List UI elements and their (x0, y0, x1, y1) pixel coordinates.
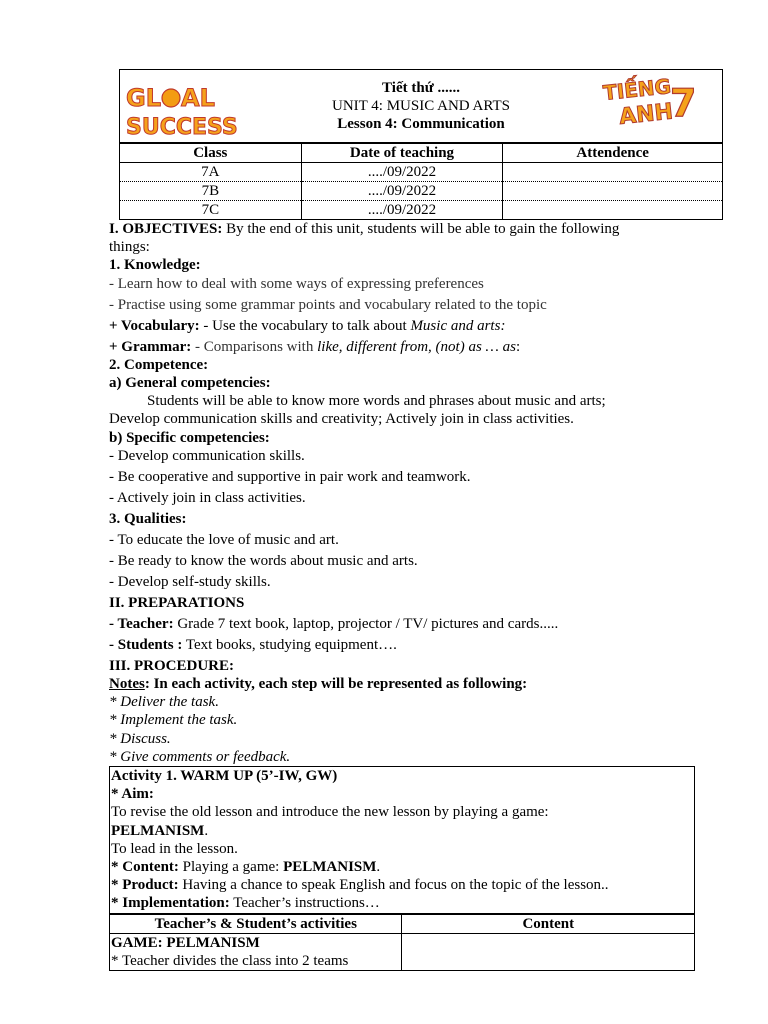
content-game-name: PELMANISM (283, 859, 377, 876)
col-date: Date of teaching (301, 144, 503, 163)
date-cell: ..../09/2022 (301, 201, 503, 220)
objectives-intro-cont: things: (109, 239, 150, 256)
notes-text: : In each activity, each step will be represented as following: (144, 676, 528, 693)
game-step: * Teacher divides the class into 2 teams (111, 952, 349, 969)
preparations-heading: II. PREPARATIONS (109, 594, 245, 611)
activity-1-box (109, 766, 695, 914)
header-cell (120, 70, 723, 143)
vocabulary-label: + Vocabulary: (109, 317, 200, 334)
aim-label: * Aim: (111, 786, 154, 803)
content-cell (401, 933, 694, 970)
specific-competency-item: - Develop communication skills. (109, 447, 305, 464)
quality-item: - Be ready to know the words about music and arts. (109, 552, 418, 569)
specific-competencies-heading: b) Specific competencies: (109, 429, 270, 446)
class-cell: 7B (120, 182, 302, 201)
class-table (119, 143, 723, 220)
teacher-text: Grade 7 text book, laptop, projector / TV/ pictures and cards..... (173, 615, 559, 632)
attendence-cell (503, 163, 723, 182)
specific-competency-item: - Be cooperative and supportive in pair work and teamwork. (109, 468, 471, 485)
table-row (120, 201, 723, 220)
students-label: - Students : (109, 636, 183, 653)
knowledge-heading: 1. Knowledge: (109, 257, 201, 274)
product-label: * Product: (111, 877, 179, 894)
competence-heading: 2. Competence: (109, 356, 209, 373)
content-text: Playing a game: (178, 859, 284, 876)
notes-label: Notes (109, 676, 145, 693)
product-text: Having a chance to speak English and focus on the topic of the lesson.. (178, 877, 609, 894)
general-competency-line: Students will be able to know more words and phrases about music and arts; (147, 393, 606, 410)
header-table (119, 69, 723, 143)
svg-text:7: 7 (670, 81, 697, 125)
global-success-logo (124, 80, 238, 140)
activity-1-title: Activity 1. WARM UP (5’-IW, GW) (111, 768, 338, 785)
general-competencies-heading: a) General competencies: (109, 375, 271, 392)
svg-text:AL: AL (181, 84, 215, 112)
svg-text:GL: GL (126, 84, 161, 112)
aim-line: To revise the old lesson and introduce the new lesson by playing a game: (111, 804, 549, 821)
table-row (110, 933, 695, 970)
knowledge-item: - Practise using some grammar points and vocabulary related to the topic (109, 296, 547, 313)
table-row (120, 182, 723, 201)
svg-text:TIẾNG: TIẾNG (602, 74, 673, 105)
procedure-step: * Give comments or feedback. (109, 748, 291, 765)
table-row (120, 163, 723, 182)
aim-line: To lead in the lesson. (111, 840, 238, 857)
implementation-text: Teacher’s instructions… (229, 895, 380, 912)
class-cell: 7C (120, 201, 302, 220)
class-cell: 7A (120, 163, 302, 182)
quality-item: - To educate the love of music and art. (109, 531, 339, 548)
procedure-step: * Discuss. (109, 730, 171, 747)
activity-1-table (109, 914, 695, 971)
col-content: Content (401, 914, 694, 933)
vocabulary-topic: Music and arts: (410, 317, 506, 334)
general-competency-line: Develop communication skills and creativity; Actively join in class activities. (109, 411, 574, 428)
implementation-label: * Implementation: (111, 895, 230, 912)
procedure-step: * Implement the task. (109, 712, 238, 729)
objectives-section (109, 220, 695, 591)
aim-game-name: PELMANISM (111, 822, 205, 839)
svg-text:SUCCESS: SUCCESS (126, 115, 238, 140)
tiet-label: Tiết thứ ...... (382, 80, 460, 96)
vocabulary-text: - Use the vocabulary to talk about (199, 317, 411, 334)
grammar-end: : (515, 338, 521, 355)
quality-item: - Develop self-study skills. (109, 573, 271, 590)
lesson-plan-page (109, 69, 695, 971)
knowledge-item: - Learn how to deal with some ways of expressing preferences (109, 275, 484, 292)
procedure-section (109, 657, 695, 766)
objectives-intro: By the end of this unit, students will be able to gain the following (222, 221, 620, 237)
procedure-step: * Deliver the task. (109, 694, 219, 711)
objectives-heading: I. OBJECTIVES: (109, 221, 223, 237)
unit-title: UNIT 4: MUSIC AND ARTS (331, 98, 510, 114)
students-text: Text books, studying equipment…. (182, 636, 397, 653)
lesson-title: Lesson 4: Communication (337, 116, 505, 132)
date-cell: ..../09/2022 (301, 182, 503, 201)
date-cell: ..../09/2022 (301, 163, 503, 182)
teacher-label: - Teacher: (109, 615, 174, 632)
col-class: Class (120, 144, 302, 163)
procedure-heading: III. PROCEDURE: (109, 657, 235, 674)
grammar-text: - Comparisons with (191, 338, 318, 355)
activities-cell (110, 933, 402, 970)
grammar-label: + Grammar: (109, 338, 192, 355)
specific-competency-item: - Actively join in class activities. (109, 489, 306, 506)
qualities-heading: 3. Qualities: (109, 510, 187, 527)
attendence-cell (503, 182, 723, 201)
content-end: . (376, 859, 381, 876)
preparations-section (109, 594, 695, 654)
game-title: GAME: PELMANISM (111, 934, 260, 951)
content-label: * Content: (111, 859, 179, 876)
col-activities: Teacher’s & Student’s activities (110, 914, 402, 933)
grammar-structures: like, different from, (not) as … as (317, 338, 516, 355)
aim-game-end: . (204, 822, 209, 839)
svg-text:ANH: ANH (618, 99, 675, 130)
tieng-anh-7-logo (602, 74, 697, 130)
col-attendence: Attendence (503, 144, 723, 163)
attendence-cell (503, 201, 723, 220)
